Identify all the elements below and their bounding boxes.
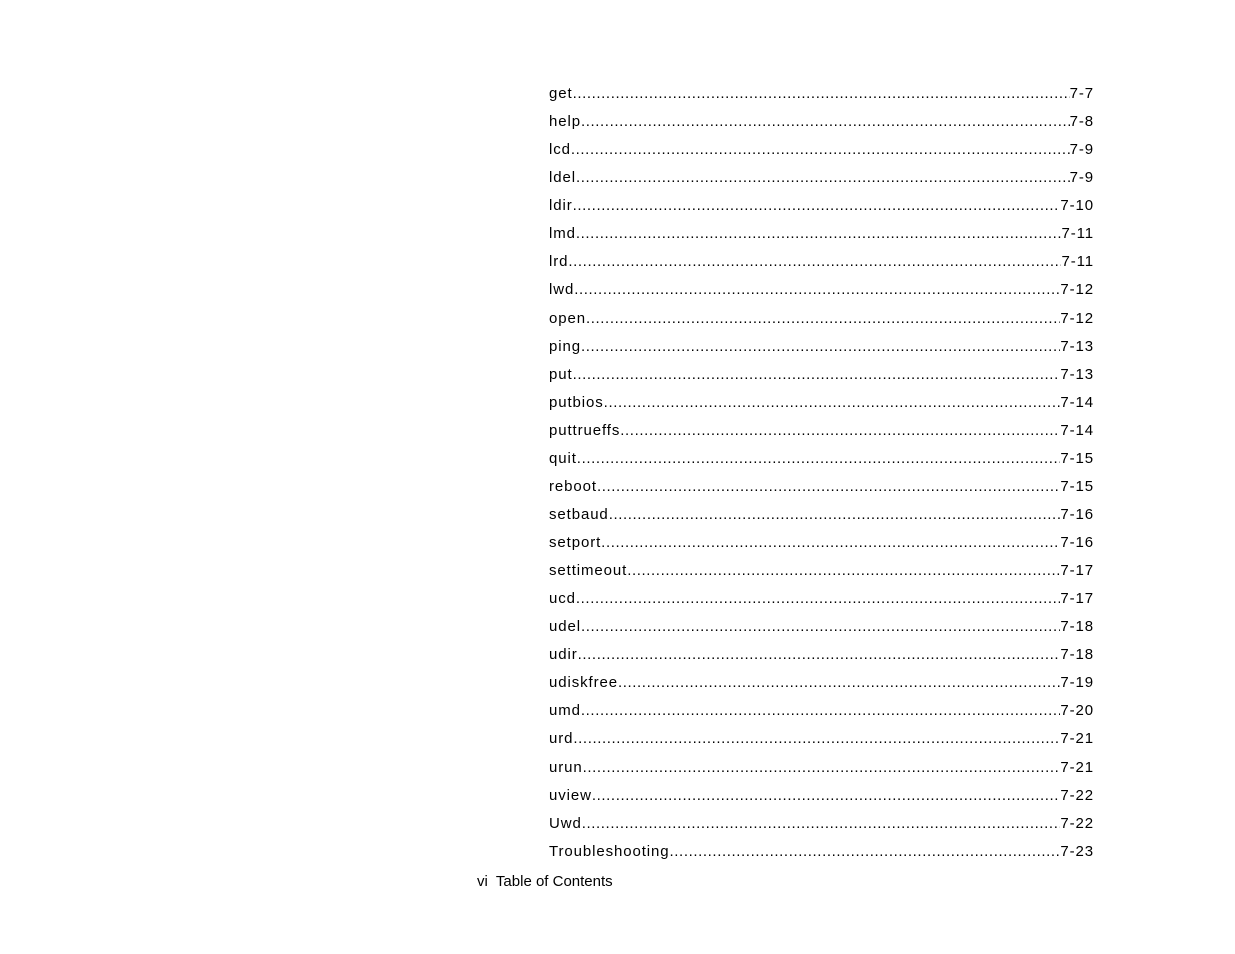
dot-leader — [576, 222, 1062, 246]
dot-leader — [576, 587, 1060, 611]
toc-entry-label: udiskfree — [549, 674, 618, 692]
toc-entry-page: 7-22 — [1060, 814, 1094, 832]
toc-entry-page: 7-21 — [1060, 730, 1094, 748]
toc-entry-lwd[interactable] — [549, 278, 1094, 306]
toc-entry-page: 7-12 — [1060, 281, 1094, 299]
dot-leader — [568, 250, 1061, 274]
dot-leader — [576, 166, 1070, 190]
dot-leader — [597, 475, 1060, 499]
toc-entry-label: lwd — [549, 281, 575, 299]
dot-leader — [670, 840, 1061, 864]
toc-entry-ldir[interactable] — [549, 194, 1094, 222]
toc-entry-umd[interactable] — [549, 699, 1094, 727]
toc-entry-label: put — [549, 365, 573, 383]
toc-entry-udiskfree[interactable] — [549, 671, 1094, 699]
toc-entry-ucd[interactable] — [549, 587, 1094, 615]
toc-entry-page: 7-11 — [1061, 225, 1094, 243]
toc-entry-label: urun — [549, 758, 583, 776]
toc-entry-page: 7-12 — [1060, 309, 1094, 327]
dot-leader — [577, 447, 1061, 471]
dot-leader — [618, 671, 1060, 695]
dot-leader — [601, 531, 1060, 555]
table-of-contents — [549, 82, 1094, 868]
dot-leader — [582, 812, 1061, 836]
dot-leader — [578, 643, 1061, 667]
toc-entry-page: 7-19 — [1060, 674, 1094, 692]
toc-entry-label: get — [549, 85, 573, 102]
toc-entry-help[interactable] — [549, 110, 1094, 138]
toc-entry-uwd[interactable] — [549, 812, 1094, 840]
toc-entry-page: 7-18 — [1060, 646, 1094, 664]
toc-entry-page: 7-22 — [1060, 786, 1094, 804]
toc-entry-page: 7-16 — [1060, 505, 1094, 523]
toc-entry-page: 7-11 — [1061, 253, 1094, 271]
toc-entry-label: putbios — [549, 393, 604, 411]
toc-entry-page: 7-14 — [1060, 421, 1094, 439]
footer-section-title: Table of Contents — [495, 873, 613, 890]
toc-entry-get[interactable] — [549, 82, 1094, 110]
toc-entry-udel[interactable] — [549, 615, 1094, 643]
toc-entry-page: 7-23 — [1060, 842, 1094, 860]
toc-entry-label: uview — [549, 786, 592, 804]
toc-entry-label: ucd — [549, 590, 576, 608]
footer-page-number: vi — [477, 873, 488, 890]
dot-leader — [592, 784, 1061, 808]
toc-entry-label: lmd — [549, 225, 576, 243]
toc-entry-label: umd — [549, 702, 581, 720]
toc-entry-settimeout[interactable] — [549, 559, 1094, 587]
toc-entry-uview[interactable] — [549, 784, 1094, 812]
toc-entry-page: 7-8 — [1069, 113, 1094, 131]
toc-entry-ldel[interactable] — [549, 166, 1094, 194]
toc-entry-urun[interactable] — [549, 756, 1094, 784]
dot-leader — [573, 82, 1070, 106]
toc-entry-urd[interactable] — [549, 727, 1094, 755]
toc-entry-put[interactable] — [549, 363, 1094, 391]
dot-leader — [620, 419, 1060, 443]
toc-entry-label: quit — [549, 449, 577, 467]
toc-entry-udir[interactable] — [549, 643, 1094, 671]
toc-entry-page: 7-14 — [1060, 393, 1094, 411]
page-footer — [477, 872, 613, 892]
toc-entry-troubleshooting[interactable] — [549, 840, 1094, 868]
dot-leader — [609, 503, 1061, 527]
toc-entry-lcd[interactable] — [549, 138, 1094, 166]
toc-entry-label: settimeout — [549, 562, 628, 580]
toc-entry-setbaud[interactable] — [549, 503, 1094, 531]
dot-leader — [604, 391, 1061, 415]
toc-entry-label: open — [549, 309, 586, 327]
toc-entry-page: 7-13 — [1060, 365, 1094, 383]
toc-entry-page: 7-20 — [1060, 702, 1094, 720]
toc-entry-page: 7-18 — [1060, 618, 1094, 636]
toc-entry-label: lrd — [549, 253, 569, 271]
toc-entry-label: reboot — [549, 477, 597, 495]
toc-entry-setport[interactable] — [549, 531, 1094, 559]
dot-leader — [581, 699, 1060, 723]
toc-entry-ping[interactable] — [549, 335, 1094, 363]
dot-leader — [581, 615, 1060, 639]
toc-entry-page: 7-21 — [1060, 758, 1094, 776]
toc-entry-label: urd — [549, 730, 574, 748]
toc-entry-lmd[interactable] — [549, 222, 1094, 250]
toc-entry-page: 7-17 — [1060, 562, 1094, 580]
toc-entry-page: 7-15 — [1060, 449, 1094, 467]
toc-entry-quit[interactable] — [549, 447, 1094, 475]
toc-entry-label: Uwd — [549, 814, 582, 832]
toc-entry-page: 7-13 — [1060, 337, 1094, 355]
dot-leader — [574, 278, 1060, 302]
toc-entry-label: help — [549, 113, 581, 131]
toc-entry-label: setport — [549, 534, 602, 551]
toc-entry-page: 7-10 — [1060, 197, 1094, 215]
toc-entry-label: ping — [549, 337, 581, 355]
toc-entry-label: ldel — [549, 169, 576, 187]
toc-entry-page: 7-9 — [1069, 141, 1094, 159]
dot-leader — [583, 756, 1061, 780]
toc-entry-putbios[interactable] — [549, 391, 1094, 419]
toc-entry-label: ldir — [549, 197, 573, 215]
dot-leader — [581, 110, 1070, 134]
toc-entry-open[interactable] — [549, 307, 1094, 335]
dot-leader — [586, 307, 1060, 331]
toc-entry-puttrueffs[interactable] — [549, 419, 1094, 447]
dot-leader — [573, 194, 1061, 218]
dot-leader — [571, 138, 1070, 162]
toc-entry-page: 7-15 — [1060, 477, 1094, 495]
toc-entry-page: 7-7 — [1069, 85, 1094, 102]
toc-entry-label: puttrueffs — [549, 421, 621, 439]
dot-leader — [581, 335, 1060, 359]
toc-entry-reboot[interactable] — [549, 475, 1094, 503]
toc-entry-label: lcd — [549, 141, 571, 159]
toc-entry-page: 7-17 — [1060, 590, 1094, 608]
toc-entry-lrd[interactable] — [549, 250, 1094, 278]
toc-entry-label: Troubleshooting — [549, 842, 670, 860]
dot-leader — [573, 363, 1061, 387]
dot-leader — [573, 727, 1060, 751]
toc-entry-label: udir — [549, 646, 578, 664]
toc-entry-page: 7-9 — [1069, 169, 1094, 187]
toc-entry-page: 7-16 — [1060, 534, 1094, 551]
toc-entry-label: setbaud — [549, 505, 609, 523]
dot-leader — [627, 559, 1060, 583]
toc-entry-label: udel — [549, 618, 581, 636]
